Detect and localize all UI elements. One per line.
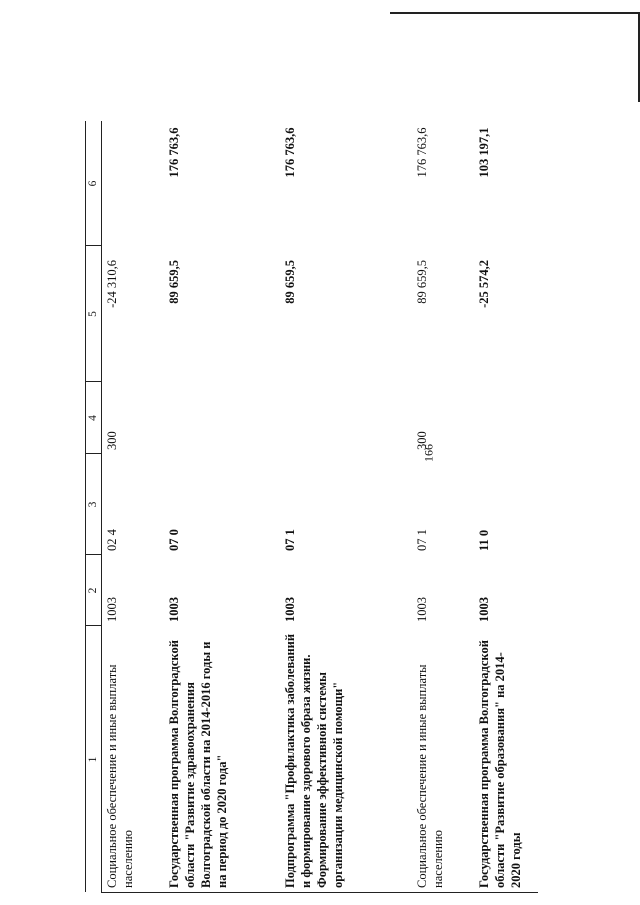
row-target: 02 4 [104,529,119,551]
header-col-2: 2 [86,555,102,626]
row-total [101,122,164,247]
row-type: 300 [104,431,119,450]
row-section: 1003 [166,597,181,622]
page-number: 166 [421,444,436,462]
row-section: 1003 [476,597,491,622]
row-change: -25 574,2 [476,260,491,308]
table-row [474,122,538,893]
table-row [280,122,412,893]
budget-table [85,122,538,894]
row-type [164,382,280,454]
header-col-6: 6 [86,122,102,247]
row-section: 1003 [282,597,297,622]
table-row [412,122,474,893]
table-row [101,122,164,893]
row-change: 89 659,5 [166,260,181,304]
row-change: 89 659,5 [414,260,429,304]
row-name: Социальное обеспечение и иные выплаты населению [412,626,474,893]
row-target: 11 0 [476,529,491,551]
header-col-4: 4 [86,382,102,454]
table-row [164,122,280,893]
row-target: 07 0 [166,529,181,551]
rotated-table-frame [85,63,640,893]
row-change: 89 659,5 [282,260,297,304]
row-type [474,382,538,454]
header-col-3: 3 [86,454,102,555]
header-col-1: 1 [86,626,102,893]
row-total: 176 763,6 [166,127,181,178]
row-name: Социальное обеспечение и иные выплаты населению [101,626,164,893]
row-type [280,382,412,454]
row-change: -24 310,6 [104,260,119,308]
row-target: 07 1 [414,529,429,551]
row-section: 1003 [104,597,119,622]
table-header-row [86,122,102,893]
row-section: 1003 [414,597,429,622]
row-name: Государственная программа Волгоградской области "Развитие образования" на 2014-2020 годы [474,626,538,893]
row-total: 176 763,6 [282,127,297,178]
row-type: 300 [414,431,429,450]
header-col-5: 5 [86,246,102,382]
scan-edge-top [390,12,640,14]
row-name: Подпрограмма "Профилактика заболеваний и формирование здорового образа жизни. Формирование эффективной системы организации медицинской помощи" [280,626,412,893]
row-total: 103 197,1 [476,127,491,178]
row-target: 07 1 [282,529,297,551]
row-name: Государственная программа Волгоградской области "Развитие здравоохранения Волгоградской области на 2014-2016 годы и на период до 2020 года" [164,626,280,893]
row-total: 176 763,6 [414,127,429,178]
